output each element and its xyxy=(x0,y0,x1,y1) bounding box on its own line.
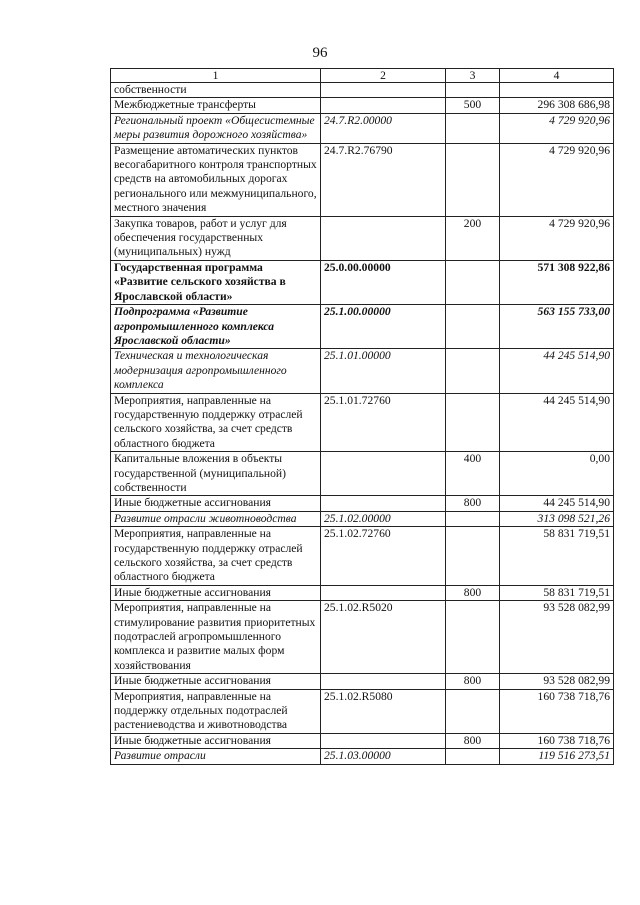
name-cell: Техническая и технологическая модернизация агропромышленного комплекса xyxy=(111,349,321,393)
expense-type-cell: 800 xyxy=(446,496,500,511)
name-cell: Развитие отрасли животноводства xyxy=(111,511,321,526)
code-cell: 24.7.R2.00000 xyxy=(321,113,446,143)
amount-cell xyxy=(500,83,614,98)
amount-cell: 93 528 082,99 xyxy=(500,674,614,689)
expense-type-cell: 200 xyxy=(446,216,500,260)
name-cell: Иные бюджетные ассигнования xyxy=(111,496,321,511)
expense-type-cell xyxy=(446,689,500,733)
amount-cell: 4 729 920,96 xyxy=(500,113,614,143)
name-cell: Иные бюджетные ассигнования xyxy=(111,733,321,748)
column-header: 2 xyxy=(321,69,446,83)
name-cell: собственности xyxy=(111,83,321,98)
expense-type-cell xyxy=(446,511,500,526)
expense-type-cell: 800 xyxy=(446,733,500,748)
table-row xyxy=(111,113,614,143)
amount-cell: 160 738 718,76 xyxy=(500,733,614,748)
expense-type-cell: 800 xyxy=(446,674,500,689)
expense-type-cell xyxy=(446,749,500,764)
table-row xyxy=(111,305,614,349)
table-row xyxy=(111,511,614,526)
code-cell: 25.1.01.72760 xyxy=(321,393,446,452)
name-cell: Иные бюджетные ассигнования xyxy=(111,585,321,600)
name-cell: Мероприятия, направленные на поддержку отдельных подотраслей растениеводства и животноводства xyxy=(111,689,321,733)
code-cell xyxy=(321,733,446,748)
amount-cell: 119 516 273,51 xyxy=(500,749,614,764)
name-cell: Мероприятия, направленные на стимулирование развития приоритетных подотраслей агропромышленного комплекса и развитие малых форм хозяйствования xyxy=(111,601,321,674)
name-cell: Развитие отрасли xyxy=(111,749,321,764)
code-cell: 24.7.R2.76790 xyxy=(321,143,446,216)
name-cell: Мероприятия, направленные на государственную поддержку отраслей сельского хозяйства, за счет средств областного бюджета xyxy=(111,393,321,452)
code-cell xyxy=(321,216,446,260)
table-row xyxy=(111,83,614,98)
column-header: 4 xyxy=(500,69,614,83)
amount-cell: 4 729 920,96 xyxy=(500,143,614,216)
amount-cell: 296 308 686,98 xyxy=(500,98,614,113)
amount-cell: 44 245 514,90 xyxy=(500,393,614,452)
name-cell: Межбюджетные трансферты xyxy=(111,98,321,113)
code-cell: 25.1.00.00000 xyxy=(321,305,446,349)
name-cell: Иные бюджетные ассигнования xyxy=(111,674,321,689)
name-cell: Размещение автоматических пунктов весогабаритного контроля транспортных средств на автомобильных дорогах регионального или межмуниципального, местного значения xyxy=(111,143,321,216)
page-number: 96 xyxy=(312,45,328,61)
expense-type-cell xyxy=(446,393,500,452)
table-row xyxy=(111,143,614,216)
table-row xyxy=(111,674,614,689)
table-row xyxy=(111,98,614,113)
table-row xyxy=(111,260,614,304)
code-cell: 25.1.01.00000 xyxy=(321,349,446,393)
table-header-row xyxy=(111,69,614,83)
table-row xyxy=(111,585,614,600)
amount-cell: 4 729 920,96 xyxy=(500,216,614,260)
expense-type-cell: 400 xyxy=(446,452,500,496)
code-cell xyxy=(321,674,446,689)
amount-cell: 160 738 718,76 xyxy=(500,689,614,733)
amount-cell: 0,00 xyxy=(500,452,614,496)
amount-cell: 313 098 521,26 xyxy=(500,511,614,526)
expense-type-cell xyxy=(446,527,500,586)
code-cell xyxy=(321,496,446,511)
code-cell: 25.0.00.00000 xyxy=(321,260,446,304)
code-cell xyxy=(321,585,446,600)
name-cell: Закупка товаров, работ и услуг для обеспечения государственных (муниципальных) нужд xyxy=(111,216,321,260)
expense-type-cell xyxy=(446,305,500,349)
name-cell: Подпрограмма «Развитие агропромышленного комплекса Ярославской области» xyxy=(111,305,321,349)
table-row xyxy=(111,349,614,393)
expense-type-cell xyxy=(446,260,500,304)
table-row xyxy=(111,601,614,674)
code-cell xyxy=(321,83,446,98)
name-cell: Региональный проект «Общесистемные меры развития дорожного хозяйства» xyxy=(111,113,321,143)
code-cell: 25.1.03.00000 xyxy=(321,749,446,764)
amount-cell: 571 308 922,86 xyxy=(500,260,614,304)
amount-cell: 44 245 514,90 xyxy=(500,496,614,511)
table-row xyxy=(111,452,614,496)
budget-table xyxy=(110,68,614,765)
expense-type-cell xyxy=(446,143,500,216)
name-cell: Капитальные вложения в объекты государственной (муниципальной) собственности xyxy=(111,452,321,496)
expense-type-cell xyxy=(446,349,500,393)
expense-type-cell: 800 xyxy=(446,585,500,600)
table-row xyxy=(111,749,614,764)
name-cell: Мероприятия, направленные на государственную поддержку отраслей сельского хозяйства, за счет средств областного бюджета xyxy=(111,527,321,586)
table-row xyxy=(111,496,614,511)
expense-type-cell xyxy=(446,601,500,674)
code-cell: 25.1.02.R5020 xyxy=(321,601,446,674)
name-cell: Государственная программа «Развитие сельского хозяйства в Ярославской области» xyxy=(111,260,321,304)
table-row xyxy=(111,689,614,733)
amount-cell: 58 831 719,51 xyxy=(500,527,614,586)
expense-type-cell xyxy=(446,83,500,98)
expense-type-cell: 500 xyxy=(446,98,500,113)
amount-cell: 58 831 719,51 xyxy=(500,585,614,600)
table-row xyxy=(111,733,614,748)
code-cell: 25.1.02.00000 xyxy=(321,511,446,526)
column-header: 1 xyxy=(111,69,321,83)
code-cell: 25.1.02.R5080 xyxy=(321,689,446,733)
amount-cell: 563 155 733,00 xyxy=(500,305,614,349)
column-header: 3 xyxy=(446,69,500,83)
code-cell xyxy=(321,98,446,113)
code-cell: 25.1.02.72760 xyxy=(321,527,446,586)
expense-type-cell xyxy=(446,113,500,143)
table-row xyxy=(111,527,614,586)
amount-cell: 93 528 082,99 xyxy=(500,601,614,674)
amount-cell: 44 245 514,90 xyxy=(500,349,614,393)
table-row xyxy=(111,216,614,260)
table-row xyxy=(111,393,614,452)
code-cell xyxy=(321,452,446,496)
